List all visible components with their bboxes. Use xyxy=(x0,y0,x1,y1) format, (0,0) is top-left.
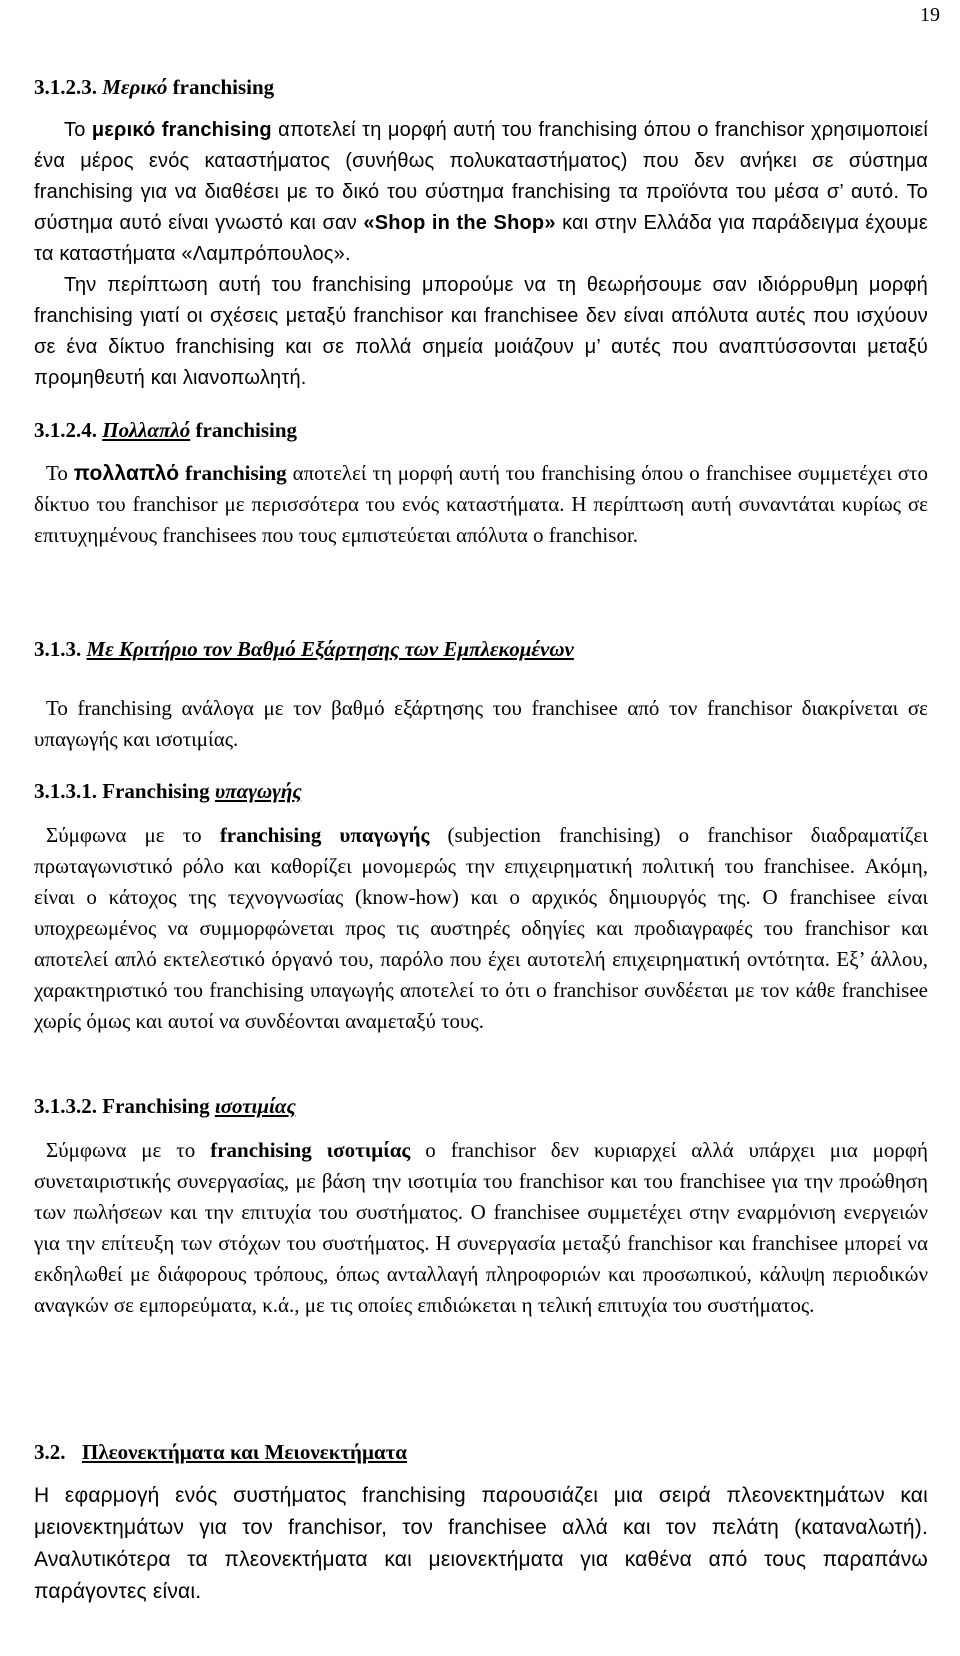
paragraph-lead: Σύμφωνα με το xyxy=(46,1138,196,1162)
heading-3-2 xyxy=(34,1437,407,1468)
heading-3-1-3-1 xyxy=(34,776,302,807)
heading-number: 3.1.3. xyxy=(34,637,82,661)
paragraph-bold-term-2: franchising xyxy=(161,119,272,141)
paragraph-body: (subjection franchising) ο franchisor διαδραματίζει πρωταγωνιστικό ρόλο και καθορίζει μονομερώς την επιχειρηματική πολιτική του franchisee. Ακόμη, είναι ο κάτοχος της τεχνογνωσίας (know-how) και ο αρχικός δημιουργός της. Ο franchisee είναι υποχρεωμένος να συμμορφώνεται προς τις αυστηρές οδηγίες και προδιαγραφές του franchisor και αποτελεί απλό εκτελεστικό όργανό του, παρόλο που έχει αυτοτελή επιχειρηματική οντότητα. Εξ’ άλλου, χαρακτηριστικό του franchising υπαγωγής αποτελεί το ότι ο franchisor συνδέεται με τον κάθε franchisee χωρίς όμως και αυτοί να συνδέονται αναμεταξύ τους. xyxy=(34,823,929,1033)
heading-3-1-3 xyxy=(34,634,574,665)
heading-3-1-2-4 xyxy=(34,415,297,446)
heading-title: Με Κριτήριο τον Βαθμό Εξάρτησης των Εμπλεκομένων xyxy=(86,637,574,661)
paragraph-bold-shop: «Shop in the Shop» xyxy=(363,212,556,234)
paragraph-partial-franchising-2 xyxy=(34,270,928,394)
heading-number: 3.1.2.4. xyxy=(34,418,97,442)
heading-title-greek: υπαγωγής xyxy=(214,779,302,803)
paragraph-body: αποτελεί τη μορφή αυτή του franchising όπου ο franchisee συμμετέχει στο δίκτυο του franchisor με περισσότερα του ενός καταστήματα. Η περίπτωση αυτή συναντάται κυρίως σε επιτυχημένους franchisees που τους εμπιστεύεται απόλυτα ο franchisor. xyxy=(34,461,928,547)
page-number: 19 xyxy=(920,4,940,26)
heading-number: 3.1.2.3. xyxy=(34,75,97,99)
heading-title-greek: ισοτιμίας xyxy=(214,1094,296,1118)
heading-number: 3.1.3.2. xyxy=(34,1094,97,1118)
paragraph-equality-franchising xyxy=(34,1135,928,1321)
paragraph-body-2: Το σύστημα αυτό είναι γνωστό και σαν xyxy=(34,181,928,234)
heading-title-en: Franchising xyxy=(102,1094,210,1118)
heading-title-en: franchising xyxy=(195,418,298,442)
paragraph-bold-term: μερικό xyxy=(91,119,156,141)
paragraph-bold-term: franchising ισοτιμίας xyxy=(210,1138,411,1162)
paragraph-multiple-franchising xyxy=(34,458,928,551)
heading-number: 3.2. xyxy=(34,1440,66,1464)
heading-3-1-3-2 xyxy=(34,1091,296,1122)
paragraph-text: Την περίπτωση αυτή του franchising μπορούμε να τη θεωρήσουμε σαν ιδιόρρυθμη μορφή franchising γιατί οι σχέσεις μεταξύ franchisor και franchisee δεν είναι απόλυτα αυτές που ισχύουν σε ένα δίκτυο franchising και σε πολλά σημεία μοιάζουν μ’ αυτές που αναπτύσσονται μεταξύ προμηθευτή και λιανοπωλητή. xyxy=(34,274,928,389)
paragraph-dependency xyxy=(34,693,928,755)
heading-title: Πλεονεκτήματα και Μειονεκτήματα xyxy=(82,1440,407,1464)
heading-number: 3.1.3.1. xyxy=(34,779,97,803)
heading-title-greek: Μερικό xyxy=(102,75,168,99)
heading-3-1-2-3 xyxy=(34,72,274,103)
paragraph-bold-term-2: franchising xyxy=(185,461,287,485)
paragraph-advantages xyxy=(34,1480,928,1608)
paragraph-text: Το franchising ανάλογα με τον βαθμό εξάρτησης του franchisee από τον franchisor διακρίνεται σε υπαγωγής και ισοτιμίας. xyxy=(34,696,928,751)
paragraph-body-3: και στην Ελλάδα για παράδειγμα έχουμε τα καταστήματα «Λαμπρόπουλος». xyxy=(34,212,928,265)
heading-title-en: franchising xyxy=(172,75,275,99)
paragraph-partial-franchising xyxy=(34,115,928,270)
paragraph-body: αποτελεί τη μορφή αυτή του franchising όπου ο franchisor χρησιμοποιεί ένα μέρος ενός καταστήματος (συνήθως πολυκαταστήματος) που δεν ανήκει σε σύστημα franchising για να διαθέσει με το δικό του σύστημα franchising τα προϊόντα του μέσα σ’ αυτό. xyxy=(34,119,929,203)
paragraph-body: ο franchisor δεν κυριαρχεί αλλά υπάρχει μια μορφή συνεταιριστικής συνεργασίας, με βάση την ισοτιμία του franchisor και του franchisee για την προώθηση των πωλήσεων και την επιτυχία του συστήματος. Ο franchisee συμμετέχει στην εναρμόνιση ενεργειών για την επίτευξη των στόχων του συστήματος. Η συνεργασία μεταξύ franchisor και franchisee μπορεί να εκδηλωθεί με διάφορους τρόπους, όπως ανταλλαγή πληροφοριών και προσωπικού, κάλυψη περιοδικών αναγκών σε εμπορεύματα, κ.ά., με τις οποίες επιδιώκεται η τελική επιτυχία του συστήματος. xyxy=(34,1138,929,1317)
paragraph-bold-term: πολλαπλό xyxy=(73,462,180,485)
paragraph-lead: Σύμφωνα με το xyxy=(46,823,202,847)
paragraph-text: Η εφαρμογή ενός συστήματος franchising παρουσιάζει μια σειρά πλεονεκτημάτων και μειονεκτημάτων για τον franchisor, τον franchisee αλλά και τον πελάτη (καταναλωτή). Αναλυτικότερα τα πλεονεκτήματα και μειονεκτήματα για καθένα από τους παραπάνω παράγοντες είναι. xyxy=(34,1484,928,1603)
paragraph-subjection-franchising xyxy=(34,820,928,1037)
paragraph-lead: Το xyxy=(46,461,68,485)
heading-title-en: Franchising xyxy=(102,779,210,803)
paragraph-bold-term: franchising υπαγωγής xyxy=(219,823,430,847)
paragraph-lead: Το xyxy=(64,119,86,141)
heading-title-greek: Πολλαπλό xyxy=(102,418,191,442)
